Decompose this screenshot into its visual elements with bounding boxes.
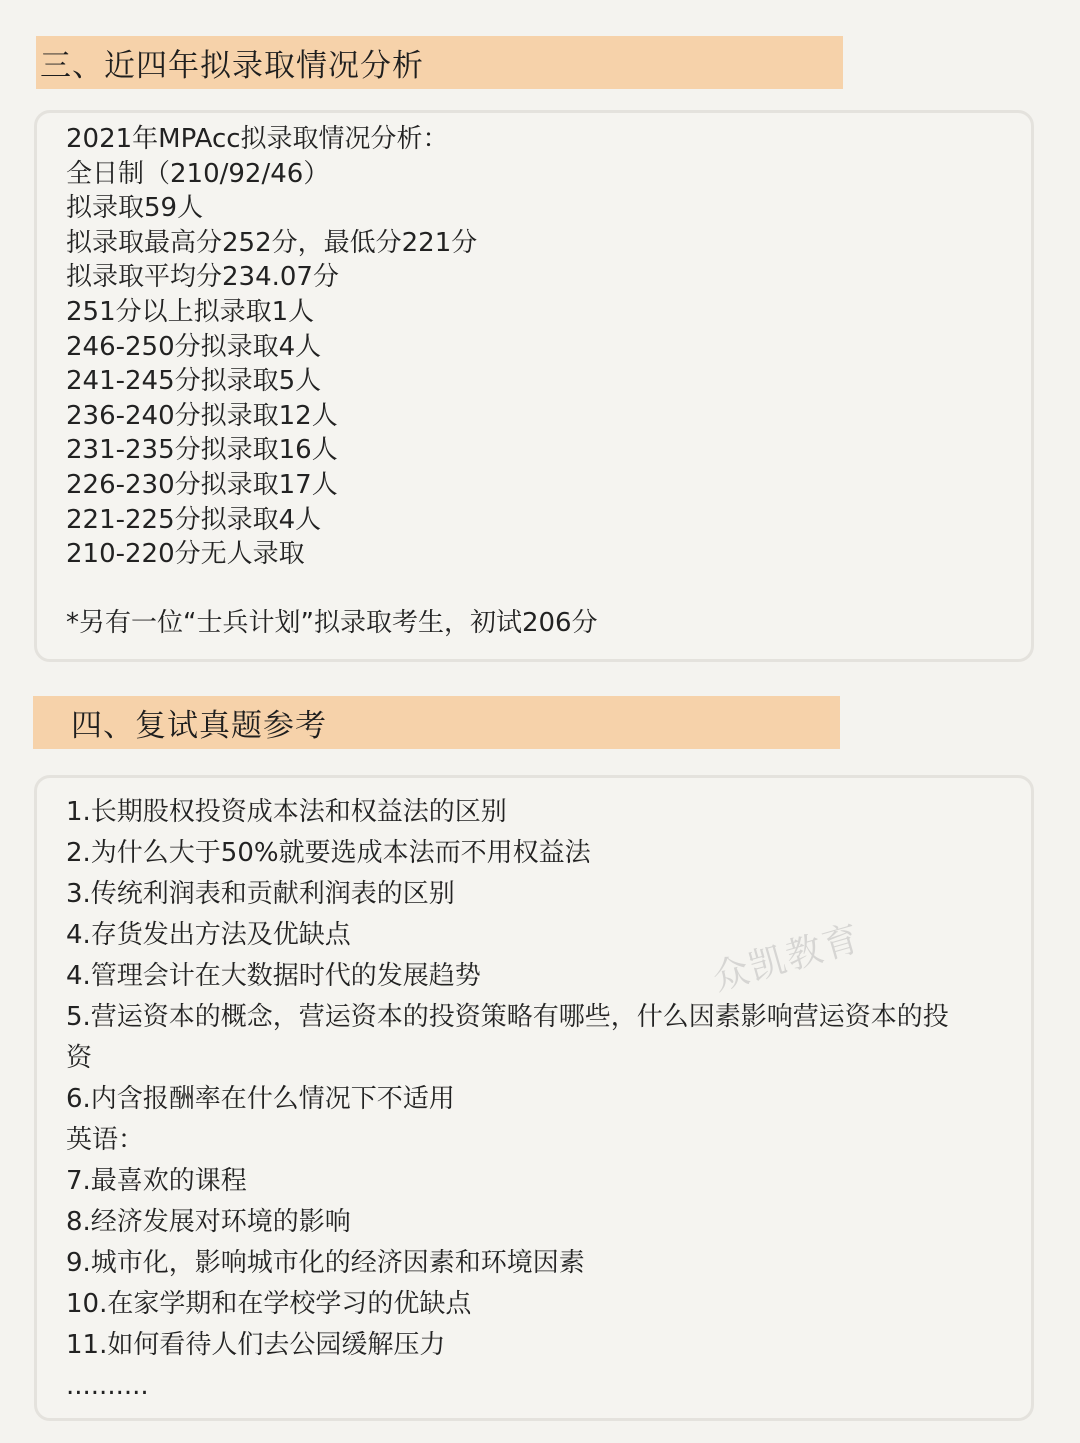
- admission-line: 226-230分拟录取17人: [66, 469, 338, 500]
- admission-line: 236-240分拟录取12人: [66, 400, 338, 431]
- admission-line: 241-245分拟录取5人: [66, 366, 322, 397]
- admission-line: 拟录取最高分252分，最低分221分: [66, 227, 478, 258]
- admission-line: 246-250分拟录取4人: [66, 331, 322, 362]
- ellipsis: ..........: [66, 1371, 149, 1401]
- question-line: 8.经济发展对环境的影响: [66, 1207, 351, 1237]
- question-line: 9.城市化，影响城市化的经济因素和环境因素: [66, 1248, 585, 1278]
- question-line: 4.存货发出方法及优缺点: [66, 920, 351, 950]
- admission-line: 231-235分拟录取16人: [66, 435, 338, 466]
- english-label: 英语：: [66, 1125, 145, 1155]
- question-line: 资: [66, 1043, 93, 1073]
- question-line: 5.营运资本的概念，营运资本的投资策略有哪些，什么因素影响营运资本的投: [66, 1002, 949, 1032]
- question-line: 11.如何看待人们去公园缓解压力: [66, 1330, 446, 1360]
- admission-line: 251分以上拟录取1人: [66, 296, 315, 327]
- question-line: 1.长期股权投资成本法和权益法的区别: [66, 797, 507, 827]
- section-4-title: 四、复试真题参考: [71, 708, 327, 744]
- watermark: 众凯教育: [708, 917, 866, 1000]
- admission-line: 210-220分无人录取: [66, 539, 305, 570]
- question-line: 4.管理会计在大数据时代的发展趋势: [66, 961, 481, 991]
- admission-analysis-panel: [34, 110, 1034, 662]
- admission-line: 拟录取59人: [66, 193, 204, 224]
- question-line: 7.最喜欢的课程: [66, 1166, 247, 1196]
- admission-line: 全日制（210/92/46）: [66, 158, 330, 189]
- soldier-plan-note: *另有一位“士兵计划”拟录取考生，初试206分: [66, 608, 598, 639]
- question-line: 2.为什么大于50%就要选成本法而不用权益法: [66, 838, 591, 868]
- admission-line: 221-225分拟录取4人: [66, 504, 322, 535]
- admission-line: 拟录取平均分234.07分: [66, 262, 339, 293]
- section-4-header: [33, 696, 840, 749]
- interview-questions-panel: [34, 775, 1034, 1421]
- section-3-title: 三、近四年拟录取情况分析: [40, 48, 424, 84]
- question-line: 10.在家学期和在学校学习的优缺点: [66, 1289, 472, 1319]
- admission-line: 2021年MPAcc拟录取情况分析：: [66, 124, 449, 154]
- spacer: [66, 572, 1031, 607]
- question-line: 3.传统利润表和贡献利润表的区别: [66, 879, 455, 909]
- section-3-header: [36, 36, 843, 89]
- question-line: 6.内含报酬率在什么情况下不适用: [66, 1084, 455, 1114]
